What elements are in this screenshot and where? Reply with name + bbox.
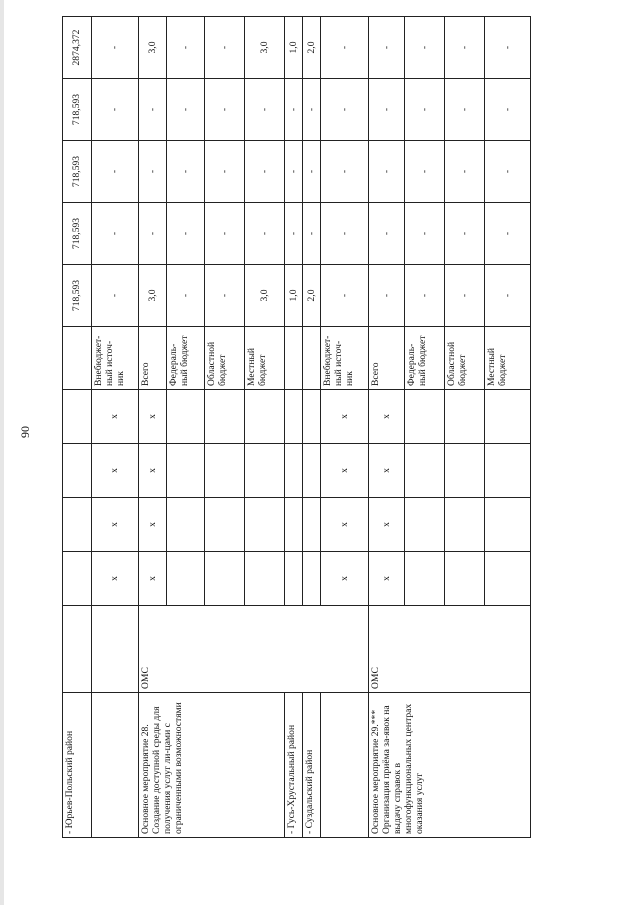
table-row: - Гусь-Хрустальный район 1,0 - - - 1,0 — [285, 17, 303, 838]
measure-28-executor: ОМС — [139, 606, 369, 693]
table-row: Федераль-ный бюджет - - - - - — [167, 17, 205, 838]
district-label: - Юрьев-Польский район — [63, 693, 92, 838]
measure-28-title: Основное мероприятие 28. Создание доступной среды для получения услуг ли-цами с ограниченными возможностями — [139, 693, 285, 838]
measure-29-executor: ОМС — [369, 606, 531, 693]
table-row: Областной бюджет - - - - - — [445, 17, 485, 838]
table-row: Местный бюджет 3,0 - - - 3,0 — [245, 17, 285, 838]
measure-29-title: Основное мероприятие 29.*** Организация приёма за-явок на выдачу справок в многофункциональных центрах оказания услуг — [369, 693, 531, 838]
rotated-table-container — [62, 17, 589, 838]
table-row: Местный бюджет - - - - - — [485, 17, 531, 838]
district-label: - Суздальский район — [303, 693, 321, 838]
table-row: - Юрьев-Польский район 718,593 718,593 718,593 718,593 2874,372 — [63, 17, 92, 838]
district-label: - Гусь-Хрустальный район — [285, 693, 303, 838]
table-row: Основное мероприятие 29.*** Организация приёма за-явок на выдачу справок в многофункциональных центрах оказания услуг ОМС х х х х Всего - - - - - — [369, 17, 405, 838]
table-row: Областной бюджет - - - - - — [205, 17, 245, 838]
page-number: 90 — [18, 426, 32, 438]
scan-edge — [0, 0, 4, 905]
table-row: х х х х Внебюджет-ный источ-ник - - - - - — [92, 17, 139, 838]
source-label: Внебюджет-ный источ-ник — [92, 327, 139, 390]
table-row: х х х х Внебюджет-ный источ-ник - - - - - — [321, 17, 369, 838]
table-row: Федераль-ный бюджет - - - - - — [405, 17, 445, 838]
table-row: - Суздальский район 2,0 - - - 2,0 — [303, 17, 321, 838]
table-row: Основное мероприятие 28. Создание доступной среды для получения услуг ли-цами с ограниченными возможностями ОМС х х х х Всего 3,0 - - - 3,0 — [139, 17, 167, 838]
budget-table — [62, 16, 531, 838]
